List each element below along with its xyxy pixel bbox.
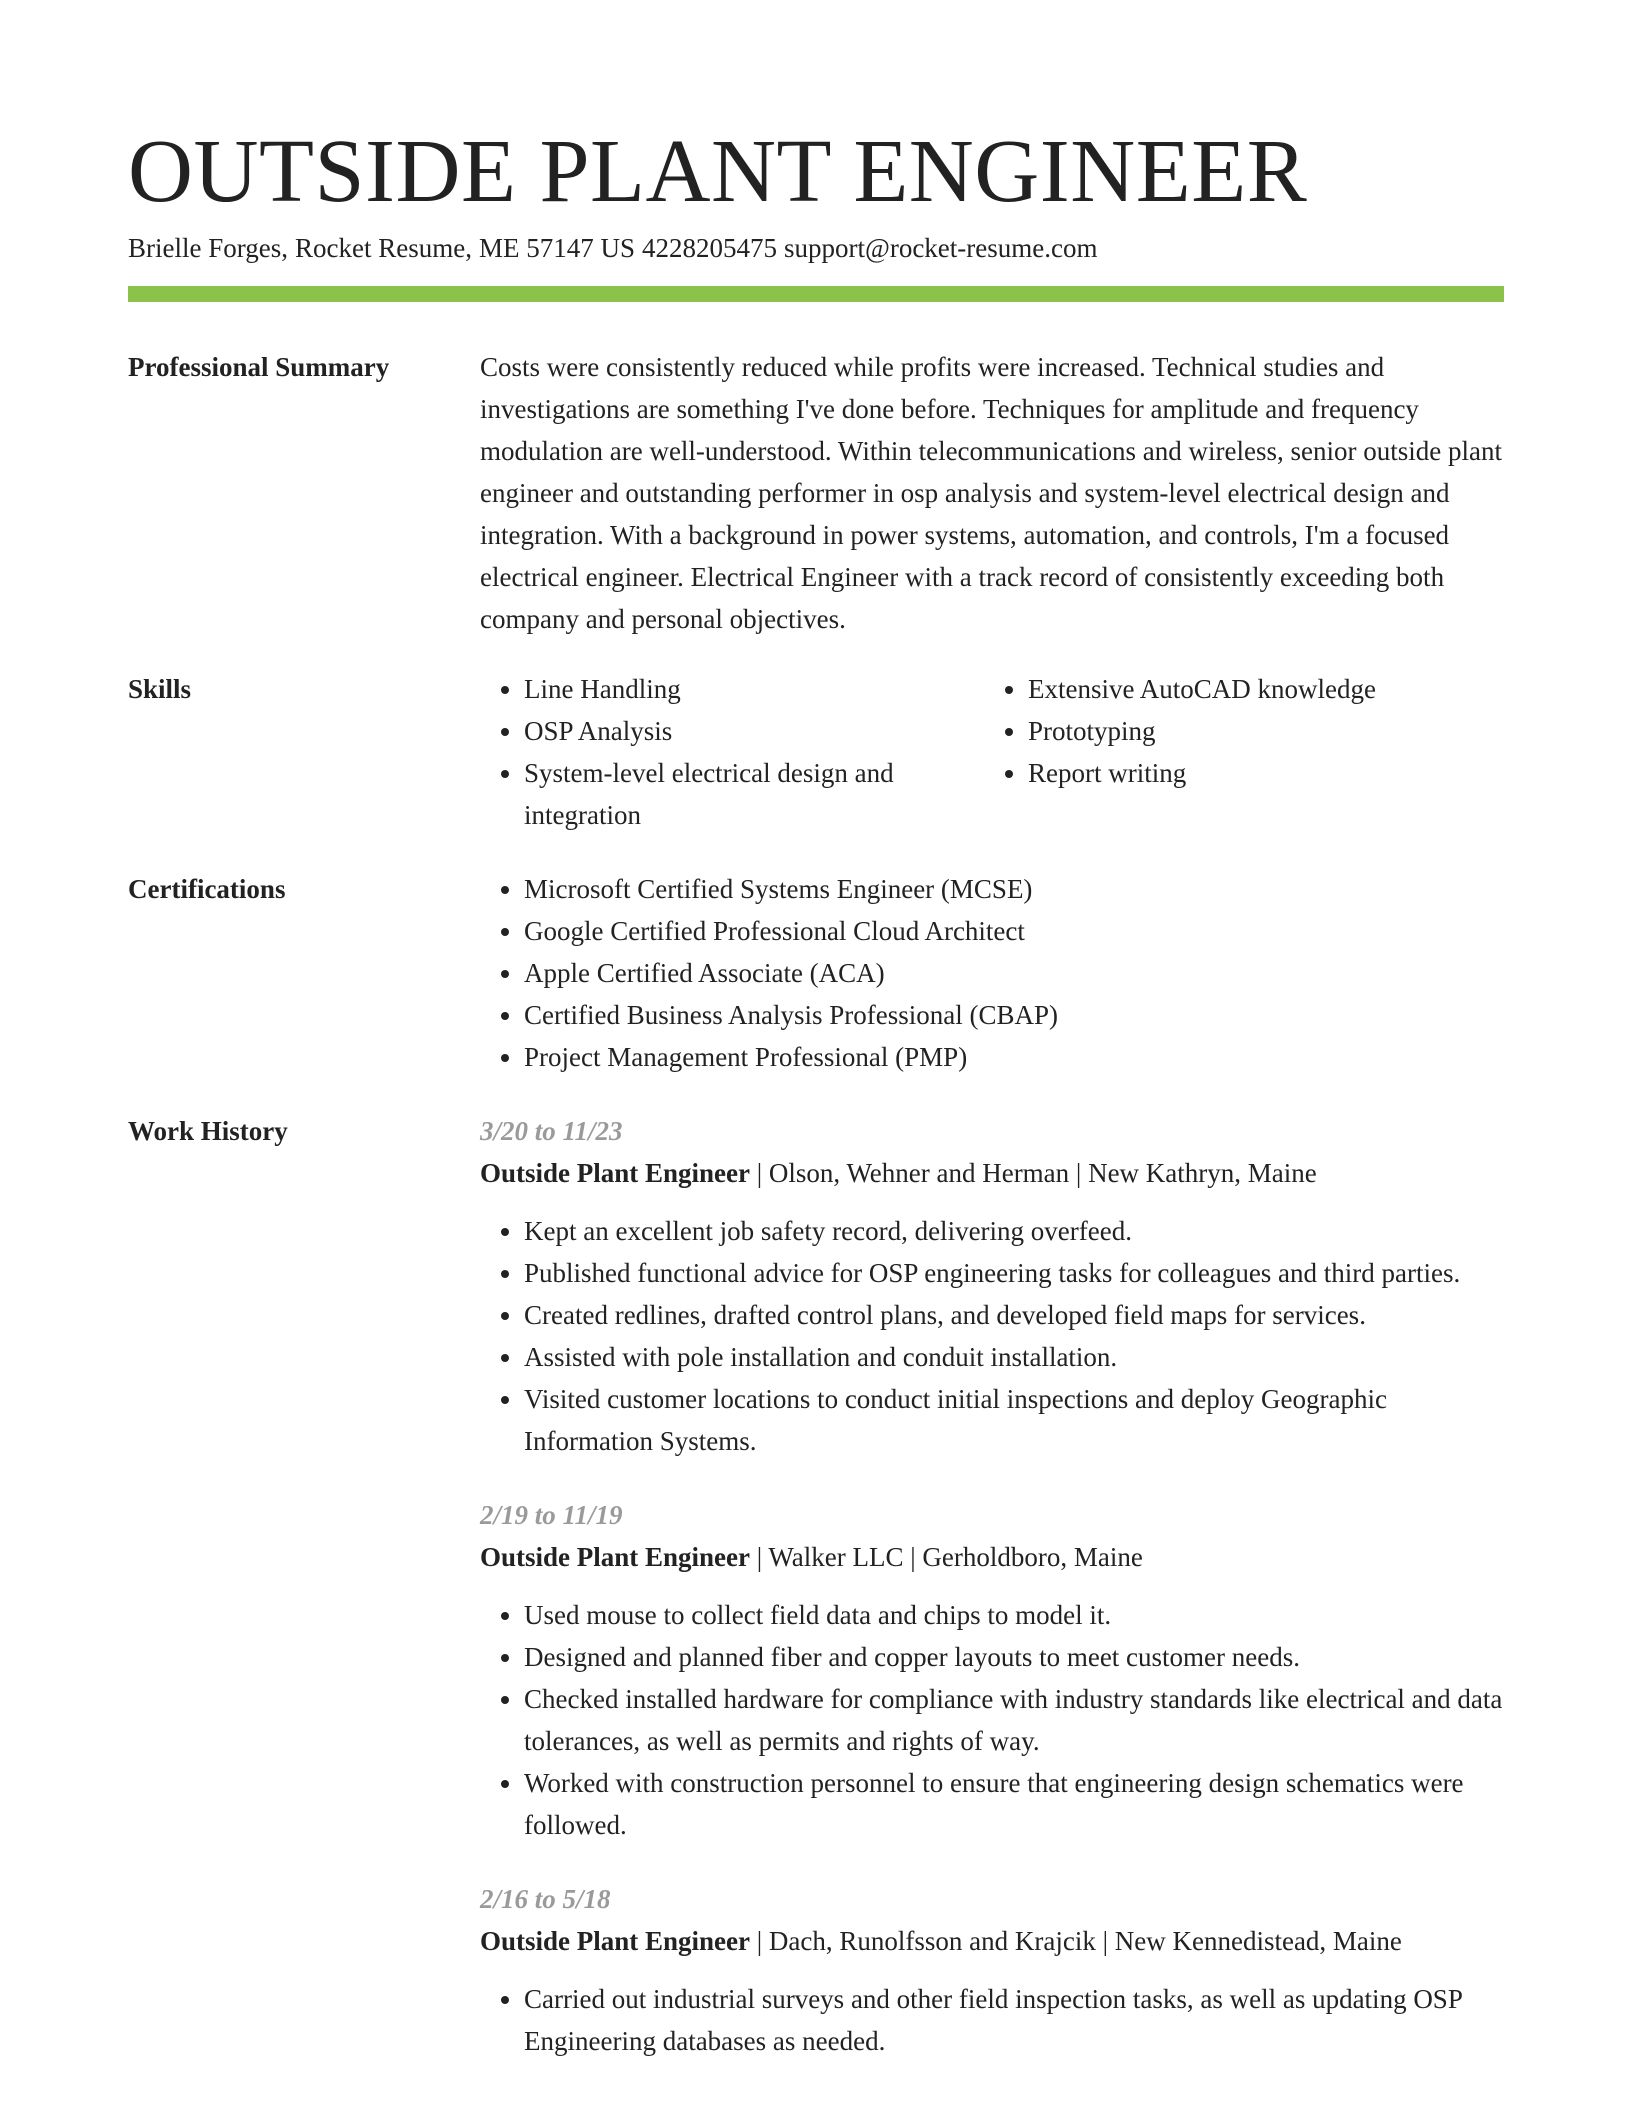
work-history-body xyxy=(480,1110,1504,2062)
job-title-line xyxy=(480,1152,1504,1194)
resume-title: OUTSIDE PLANT ENGINEER xyxy=(128,122,1308,221)
skills-column-right xyxy=(984,668,1488,836)
job-bullets xyxy=(480,1594,1504,1846)
contact-name: Brielle Forges, xyxy=(128,233,288,263)
job-bullets xyxy=(480,1210,1504,1462)
section-title-certifications: Certifications xyxy=(128,874,286,904)
job-dates: 2/19 to 11/19 xyxy=(480,1500,623,1530)
job-bullet: • Published functional advice for OSP engineering tasks for colleagues and third parties. xyxy=(524,1252,1504,1294)
section-title-work-history: Work History xyxy=(128,1116,288,1146)
certifications-body xyxy=(480,868,1504,1078)
job-bullet: • Used mouse to collect field data and chips to model it. xyxy=(524,1594,1504,1636)
job-entry xyxy=(480,1878,1504,2062)
contact-line xyxy=(128,230,1098,266)
skill-item: • System-level electrical design and integration xyxy=(524,752,984,836)
job-role: Outside Plant Engineer xyxy=(480,1542,751,1572)
skills-list xyxy=(480,668,1504,836)
job-company-location: | Olson, Wehner and Herman | New Kathryn, Maine xyxy=(750,1158,1317,1188)
certification-item: • Apple Certified Associate (ACA) xyxy=(524,952,1504,994)
skill-item: • Line Handling xyxy=(524,668,984,710)
skill-item: • Report writing xyxy=(1028,752,1488,794)
job-role: Outside Plant Engineer xyxy=(480,1926,751,1956)
contact-phone: 4228205475 xyxy=(641,233,777,263)
job-title-line xyxy=(480,1536,1504,1578)
certification-item: • Certified Business Analysis Professional (CBAP) xyxy=(524,994,1504,1036)
skill-item: • Prototyping xyxy=(1028,710,1488,752)
summary-text: Costs were consistently reduced while profits were increased. Technical studies and investigations are something I've done before. Techniques for amplitude and frequency modulation are well-understood. Within telecommunications and wireless, senior outside plant engineer and outstanding performer in osp analysis and system-level electrical design and integration. With a background in power systems, automation, and controls, I'm a focused electrical engineer. Electrical Engineer with a track record of consistently exceeding both company and personal objectives. xyxy=(480,352,1502,634)
contact-city: Rocket Resume, xyxy=(294,233,472,263)
job-bullets xyxy=(480,1978,1504,2062)
certification-item: • Project Management Professional (PMP) xyxy=(524,1036,1504,1078)
job-entry xyxy=(480,1494,1504,1846)
section-title-skills: Skills xyxy=(128,674,192,704)
contact-email: support@rocket-resume.com xyxy=(783,233,1098,263)
job-bullet: • Carried out industrial surveys and other field inspection tasks, as well as updating OSP Engineering databases as needed. xyxy=(524,1978,1504,2062)
certifications-list xyxy=(480,868,1504,1078)
job-entry xyxy=(480,1110,1504,1462)
job-title-line xyxy=(480,1920,1504,1962)
skill-item: • OSP Analysis xyxy=(524,710,984,752)
job-company-location: | Walker LLC | Gerholdboro, Maine xyxy=(750,1542,1143,1572)
job-dates: 3/20 to 11/23 xyxy=(480,1116,623,1146)
skill-item: • Extensive AutoCAD knowledge xyxy=(1028,668,1488,710)
skills-column-left xyxy=(480,668,984,836)
job-bullet: • Designed and planned fiber and copper layouts to meet customer needs. xyxy=(524,1636,1504,1678)
certification-item: • Google Certified Professional Cloud Architect xyxy=(524,910,1504,952)
job-role: Outside Plant Engineer xyxy=(480,1158,751,1188)
summary-body xyxy=(480,346,1504,640)
contact-region: ME 57147 US xyxy=(478,233,635,263)
job-company-location: | Dach, Runolfsson and Krajcik | New Kennedistead, Maine xyxy=(750,1926,1402,1956)
certification-item: • Microsoft Certified Systems Engineer (MCSE) xyxy=(524,868,1504,910)
job-bullet: • Visited customer locations to conduct initial inspections and deploy Geographic Information Systems. xyxy=(524,1378,1504,1462)
job-bullet: • Worked with construction personnel to ensure that engineering design schematics were followed. xyxy=(524,1762,1504,1846)
section-title-summary: Professional Summary xyxy=(128,352,390,382)
job-bullet: • Kept an excellent job safety record, delivering overfeed. xyxy=(524,1210,1504,1252)
job-dates: 2/16 to 5/18 xyxy=(480,1884,611,1914)
job-bullet: • Checked installed hardware for compliance with industry standards like electrical and data tolerances, as well as permits and rights of way. xyxy=(524,1678,1504,1762)
job-bullet: • Created redlines, drafted control plans, and developed field maps for services. xyxy=(524,1294,1504,1336)
header-divider xyxy=(128,286,1504,302)
job-bullet: • Assisted with pole installation and conduit installation. xyxy=(524,1336,1504,1378)
